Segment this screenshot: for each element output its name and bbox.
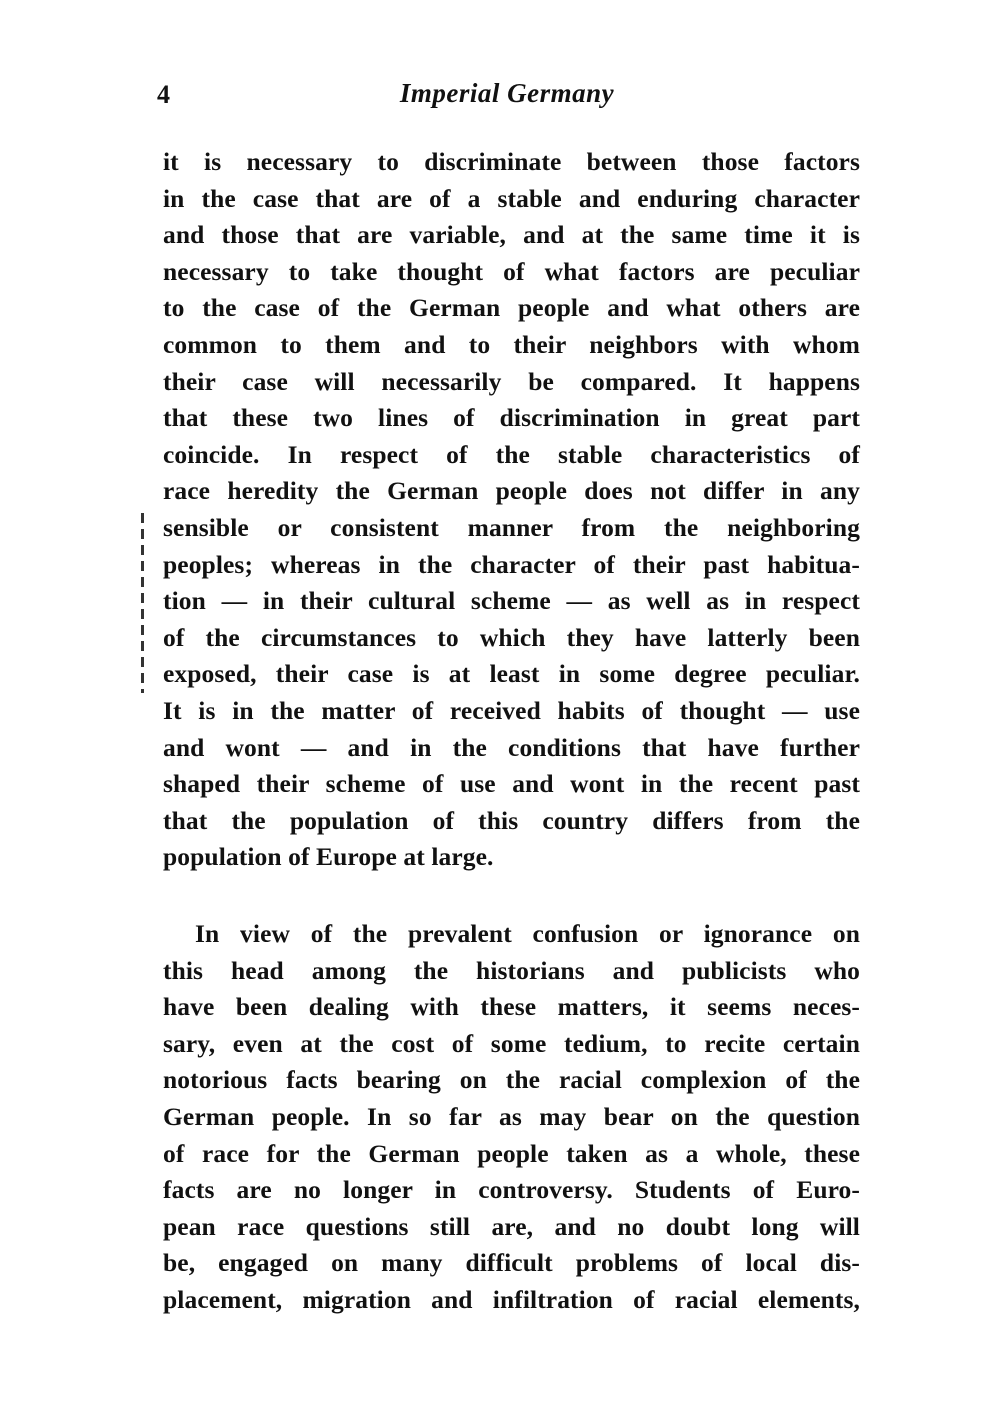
text-line: it is necessary to discriminate between those factors: [163, 147, 860, 176]
text-line: sary, even at the cost of some tedium, to recite certain: [163, 1028, 860, 1058]
text-line: facts are no longer in controversy. Students of Euro-: [163, 1175, 860, 1205]
margin-mark: [141, 513, 144, 693]
text-line: of race for the German people taken as a whole, these: [163, 1138, 860, 1168]
text-line: exposed, their case is at least in some degree peculiar.: [163, 659, 860, 689]
text-line: to the case of the German people and what others are: [163, 293, 860, 323]
text-line: be, engaged on many difficult problems of local dis-: [163, 1248, 860, 1278]
text-line: and those that are variable, and at the same time it is: [163, 220, 860, 250]
text-line: German people. In so far as may bear on the question: [163, 1101, 860, 1131]
text-line: that these two lines of discrimination in great part: [163, 403, 860, 433]
text-line: sensible or consistent manner from the neighboring: [163, 512, 860, 542]
text-line: have been dealing with these matters, it seems neces-: [163, 992, 860, 1022]
text-line: peoples; whereas in the character of their past habitua-: [163, 549, 860, 579]
text-line: and wont — and in the conditions that have further: [163, 732, 860, 762]
text-line: coincide. In respect of the stable characteristics of: [163, 439, 860, 469]
text-line: notorious facts bearing on the racial complexion of the: [163, 1065, 860, 1095]
text-line: pean race questions still are, and no doubt long will: [163, 1211, 860, 1241]
text-line: shaped their scheme of use and wont in the recent past: [163, 769, 860, 799]
text-line: necessary to take thought of what factors are peculiar: [163, 256, 860, 286]
paragraph-1: [163, 144, 860, 876]
text-line: common to them and to their neighbors with whom: [163, 329, 860, 359]
text-line: tion — in their cultural scheme — as well as in respect: [163, 586, 860, 616]
text-line: of the circumstances to which they have latterly been: [163, 622, 860, 652]
running-title: Imperial Germany: [399, 78, 615, 108]
paragraph-2: [163, 916, 860, 1319]
text-line: that the population of this country differs from the: [163, 805, 860, 835]
text-line: their case will necessarily be compared. It happens: [163, 366, 860, 396]
text-line: in the case that are of a stable and enduring character: [163, 183, 860, 213]
text-line: this head among the historians and publicists who: [163, 955, 860, 985]
text-line: race heredity the German people does not differ in any: [163, 476, 860, 506]
page-number: 4: [157, 80, 170, 109]
text-line: population of Europe at large.: [163, 842, 494, 872]
text-line: In view of the prevalent confusion or ignorance on: [195, 919, 860, 948]
text-line: placement, migration and infiltration of racial elements,: [163, 1284, 860, 1314]
text-line: It is in the matter of received habits of thought — use: [163, 695, 860, 725]
